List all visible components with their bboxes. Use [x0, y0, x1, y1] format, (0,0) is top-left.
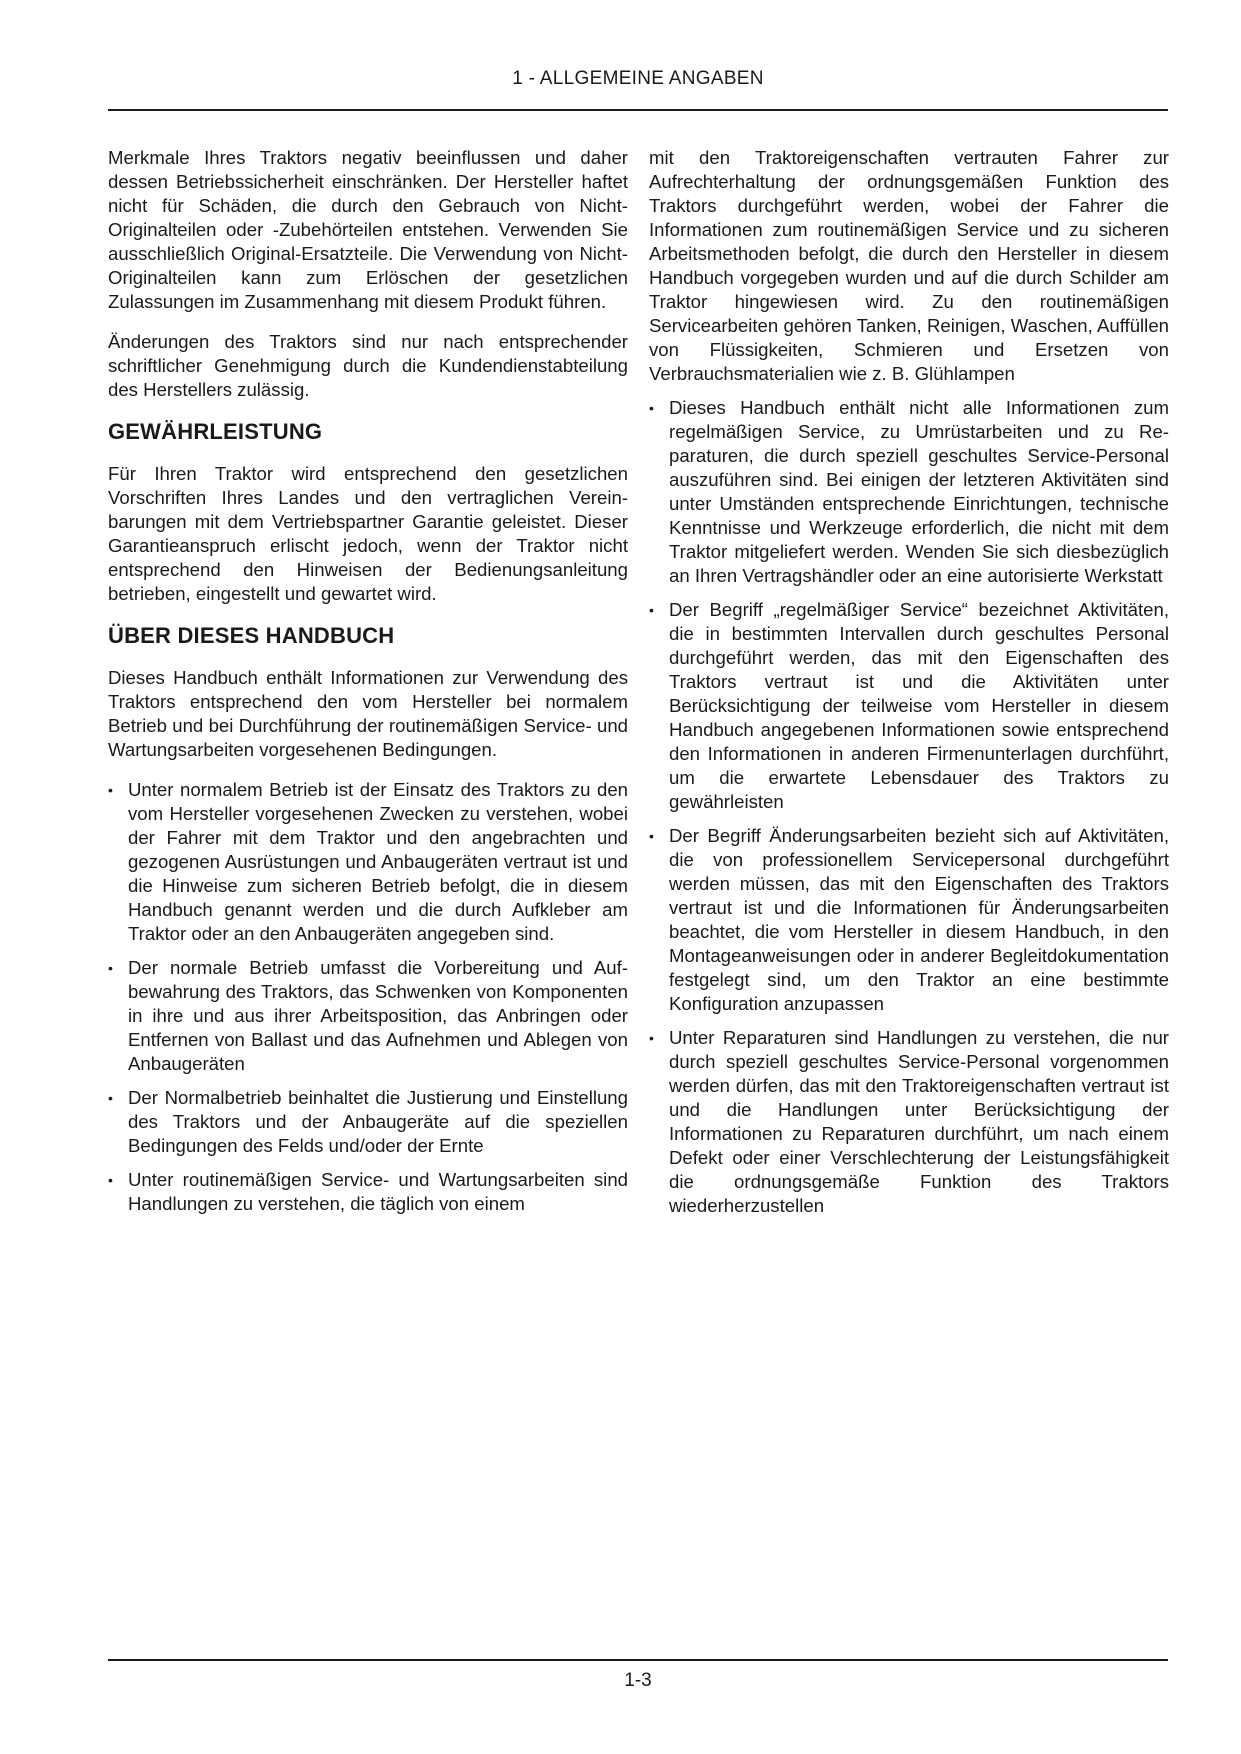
page-number: 1-3 [624, 1670, 652, 1691]
list-item-text: Dieses Handbuch enthält nicht alle Informationen zum regelmäßigen Service, zu Umrüstarbeiten und zu Reparaturen, die durch speziell geschultes Service-Personal auszuführen sind. Bei einigen der letzteren Aktivitäten sind unter Umständen entsprechende Einrichtungen, technische Kenntnisse und Werkzeuge erforderlich, die nicht mit dem Traktor mitgeliefert werden. Wenden Sie sich diesbezüglich an Ihren Vertragshändler oder an eine autorisierte Werkstatt [669, 397, 1169, 586]
list-item-text: Unter Reparaturen sind Handlungen zu verstehen, die nur durch speziell geschultes Service-Personal vorgenommen werden dürfen, das mit den Traktoreigenschaften vertraut ist und die Handlungen unter Berücksichtigung der Informationen zu Reparaturen durchführt, um nach einem Defekt oder einer Verschlechterung der Leistungsfähigkeit die ordnungsgemäße Funktion des Traktors wiederherzustellen [669, 1027, 1169, 1216]
bullet-icon: • [108, 1172, 113, 1188]
intro-paragraph: Merkmale Ihres Traktors negativ beeinflussen und daher dessen Betriebssicherheit einschränken. Der Hersteller haftet nicht für Schäden, die durch den Gebrauch von Nicht-Originalteilen oder -Zubehörteilen entstehen. Verwenden Sie ausschließlich Original-Ersatzteile. Die Verwendung von Nicht-Originalteilen kann zum Erlöschen der gesetzlichen Zulassungen im Zusammenhang mit diesem Produkt führen. [108, 147, 628, 312]
page-header-title: 1 - ALLGEMEINE ANGABEN [512, 68, 764, 89]
list-item [649, 824, 1169, 1016]
list-item [108, 1086, 628, 1158]
right-column [649, 146, 1169, 1228]
list-item-text: Unter normalem Betrieb ist der Einsatz des Traktors zu den vom Hersteller vorgesehenen Zwecken zu verstehen, wobei der Fahrer mit dem Traktor und den angebrachten und gezogenen Ausrüstungen und Anbaugeräten vertraut ist und die Hinweise zum sicheren Betrieb befolgt, die in diesem Handbuch genannt werden und die durch Aufkleber am Traktor oder an den Anbaugeräten angegeben sind. [128, 779, 628, 944]
left-column [108, 146, 628, 1226]
list-item-text: Der Begriff Änderungsarbeiten bezieht sich auf Aktivitäten, die von professionellem Servicepersonal durchgeführt werden müssen, das mit den Eigenschaften des Traktors vertraut ist und die Informationen für Änderungsarbeiten beachtet, die vom Hersteller in diesem Handbuch, in den Montageanweisungen oder in anderer Begleitdokumentation festgelegt sind, um den Traktor an eine bestimmte Konfiguration anzupassen [669, 825, 1169, 1014]
bullet-icon: • [108, 960, 113, 976]
warranty-paragraph: Für Ihren Traktor wird entsprechend den gesetzlichen Vorschriften Ihres Landes und den vertraglichen Vereinbarungen mit dem Vertriebspartner Garantie geleistet. Dieser Garantieanspruch erlischt jedoch, wenn der Traktor nicht entsprechend den Hinweisen der Bedienungsanleitung betrieben, eingestellt und gewartet wird. [108, 463, 628, 604]
left-bullet-list [108, 778, 628, 1216]
list-item-text: Der Begriff „regelmäßiger Service“ bezeichnet Aktivitäten, die in bestimmten Intervallen durch geschultes Personal durchgeführt werden, das mit den Eigenschaften des Traktors vertraut ist und die Aktivitäten unter Berücksichtigung der teilweise vom Hersteller in diesem Handbuch angegebenen Informationen sowie entsprechend den Informationen in anderen Firmenunterlagen durchführt, um die erwartete Lebensdauer des Traktors zu gewährleisten [669, 599, 1169, 812]
bullet-icon: • [649, 400, 654, 416]
list-item [649, 1026, 1169, 1218]
right-bullet-list [649, 396, 1169, 1218]
list-item [649, 396, 1169, 588]
list-item [108, 1168, 628, 1216]
bullet-icon: • [108, 1090, 113, 1106]
bullet-icon: • [649, 1030, 654, 1046]
footer-rule [108, 1659, 1168, 1661]
list-item [649, 598, 1169, 814]
header-rule [108, 109, 1168, 111]
list-item [108, 956, 628, 1076]
bullet-icon: • [108, 782, 113, 798]
list-item [108, 778, 628, 946]
changes-paragraph: Änderungen des Traktors sind nur nach entsprechender schriftlicher Genehmigung durch die Kundendienstabteilung des Herstellers zulässig. [108, 331, 628, 400]
warranty-heading: GEWÄHRLEISTUNG [108, 419, 323, 444]
list-item-text: Unter routinemäßigen Service- und Wartungsarbeiten sind Handlungen zu verstehen, die täglich von einem [128, 1169, 628, 1214]
bullet-icon: • [649, 828, 654, 844]
bullet-icon: • [649, 602, 654, 618]
list-item-text: Der normale Betrieb umfasst die Vorbereitung und Aufbewahrung des Traktors, das Schwenken von Komponenten in ihre und aus ihrer Arbeitsposition, das Anbringen oder Entfernen von Ballast und das Aufnehmen und Ablegen von Anbaugeräten [128, 957, 628, 1074]
manual-paragraph: Dieses Handbuch enthält Informationen zur Verwendung des Traktors entsprechend den vom Hersteller bei normalem Betrieb und bei Durchführung der routinemäßigen Service- und Wartungsarbeiten vorgesehenen Bedingungen. [108, 667, 628, 760]
continuation-paragraph: mit den Traktoreigenschaften vertrauten Fahrer zur Aufrechterhaltung der ordnungsgemäßen Funktion des Traktors durchgeführt werden, wobei der Fahrer die Informationen zum routinemäßigen Service und zu sicheren Arbeitsmethoden befolgt, die durch den Hersteller in diesem Handbuch vorgegeben wurden und auf die durch Schilder am Traktor hingewiesen wird. Zu den routinemäßigen Servicearbeiten gehören Tanken, Reinigen, Waschen, Auffüllen von Flüssigkeiten, Schmieren und Ersetzen von Verbrauchsmaterialien wie z. B. Glühlampen [649, 147, 1169, 384]
list-item-text: Der Normalbetrieb beinhaltet die Justierung und Einstellung des Traktors und der Anbaugeräte auf die speziellen Bedingungen des Felds und/oder der Ernte [128, 1087, 628, 1156]
manual-heading: ÜBER DIESES HANDBUCH [108, 623, 395, 648]
